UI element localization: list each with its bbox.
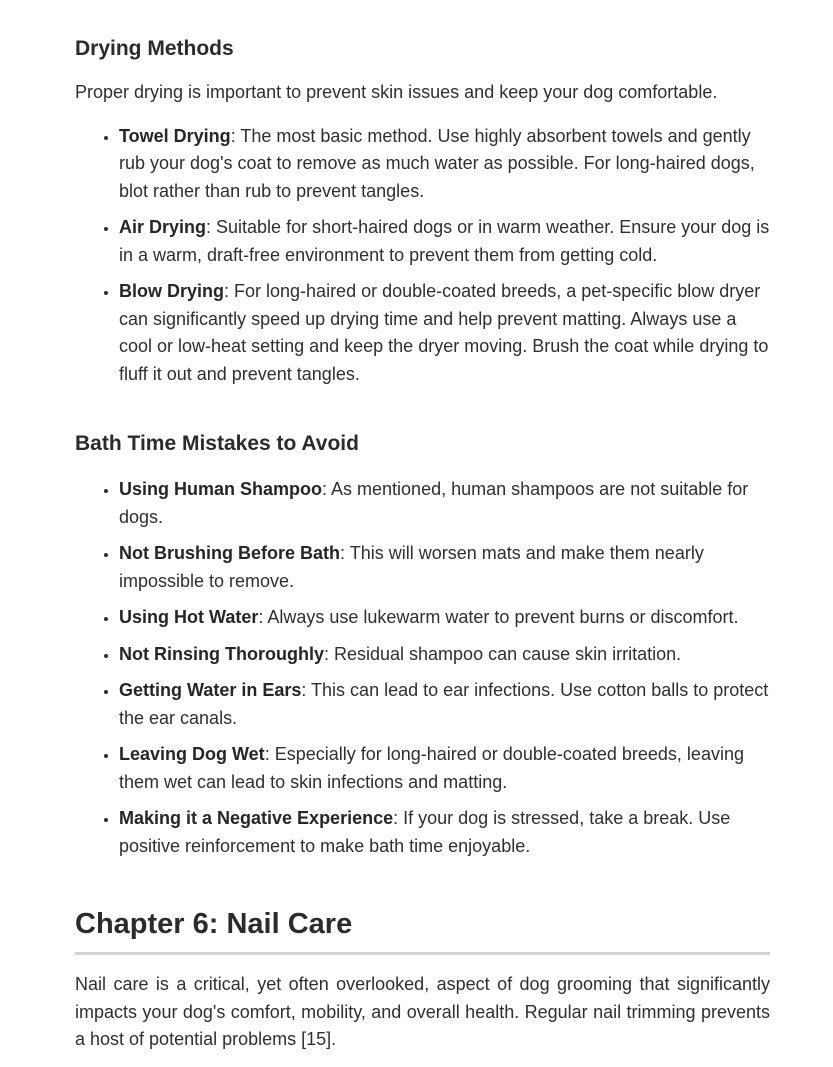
bath-mistakes-heading: Bath Time Mistakes to Avoid xyxy=(75,432,359,455)
item-term: Using Human Shampoo xyxy=(119,479,323,499)
item-term: Air Drying xyxy=(119,217,207,237)
list-item xyxy=(119,123,770,206)
drying-intro: Proper drying is important to prevent skin issues and keep your dog comfortable. xyxy=(75,82,718,102)
drying-methods-heading: Drying Methods xyxy=(75,37,234,60)
list-item xyxy=(119,805,770,860)
item-text: : This can lead to ear infections. Use cotton balls to protect the ear canals. xyxy=(119,680,769,728)
item-text: : Suitable for short-haired dogs or in warm weather. Ensure your dog is in a warm, draft-free environment to prevent them from getting cold. xyxy=(119,217,770,265)
list-item xyxy=(119,677,770,732)
chapter-paragraph: Nail care is a critical, yet often overlooked, aspect of dog grooming that significantly impacts your dog's comfort, mobility, and overall health. Regular nail trimming prevents a host of potential problems [15]. xyxy=(75,974,770,1049)
list-item xyxy=(119,741,770,796)
item-text: : Residual shampoo can cause skin irritation. xyxy=(323,643,682,664)
chapter-title: Chapter 6: Nail Care xyxy=(75,904,770,955)
item-term: Getting Water in Ears xyxy=(119,680,302,700)
item-text: : Especially for long-haired or double-coated breeds, leaving them wet can lead to skin infections and matting. xyxy=(119,744,744,792)
item-text: : This will worsen mats and make them nearly impossible to remove. xyxy=(119,543,704,591)
list-item xyxy=(119,540,770,595)
list-item xyxy=(119,214,770,269)
list-item xyxy=(119,476,770,531)
item-text: : For long-haired or double-coated breeds, a pet-specific blow dryer can significantly speed up drying time and help prevent matting. Always use a cool or low-heat setting and keep the dryer moving. Brush the coat while drying to fluff it out and prevent tangles. xyxy=(119,281,769,384)
item-term: Towel Drying xyxy=(119,125,231,146)
item-text: : If your dog is stressed, take a break. Use positive reinforcement to make bath time enjoyable. xyxy=(119,808,731,856)
drying-methods-list xyxy=(75,123,770,389)
item-term: Making it a Negative Experience xyxy=(119,808,394,828)
item-term: Not Rinsing Thoroughly xyxy=(119,643,324,664)
item-term: Leaving Dog Wet xyxy=(119,744,265,764)
list-item xyxy=(119,604,770,632)
item-term: Blow Drying xyxy=(119,281,225,301)
bath-mistakes-list xyxy=(75,476,770,860)
item-text: : Always use lukewarm water to prevent burns or discomfort. xyxy=(258,607,739,627)
item-text: : As mentioned, human shampoos are not suitable for dogs. xyxy=(119,479,749,527)
item-term: Using Hot Water xyxy=(119,607,259,627)
item-term: Not Brushing Before Bath xyxy=(119,543,341,563)
list-item xyxy=(119,641,770,669)
item-text: : The most basic method. Use highly absorbent towels and gently rub your dog's coat to remove as much water as possible. For long-haired dogs, blot rather than rub to prevent tangles. xyxy=(119,125,755,201)
list-item xyxy=(119,278,770,388)
